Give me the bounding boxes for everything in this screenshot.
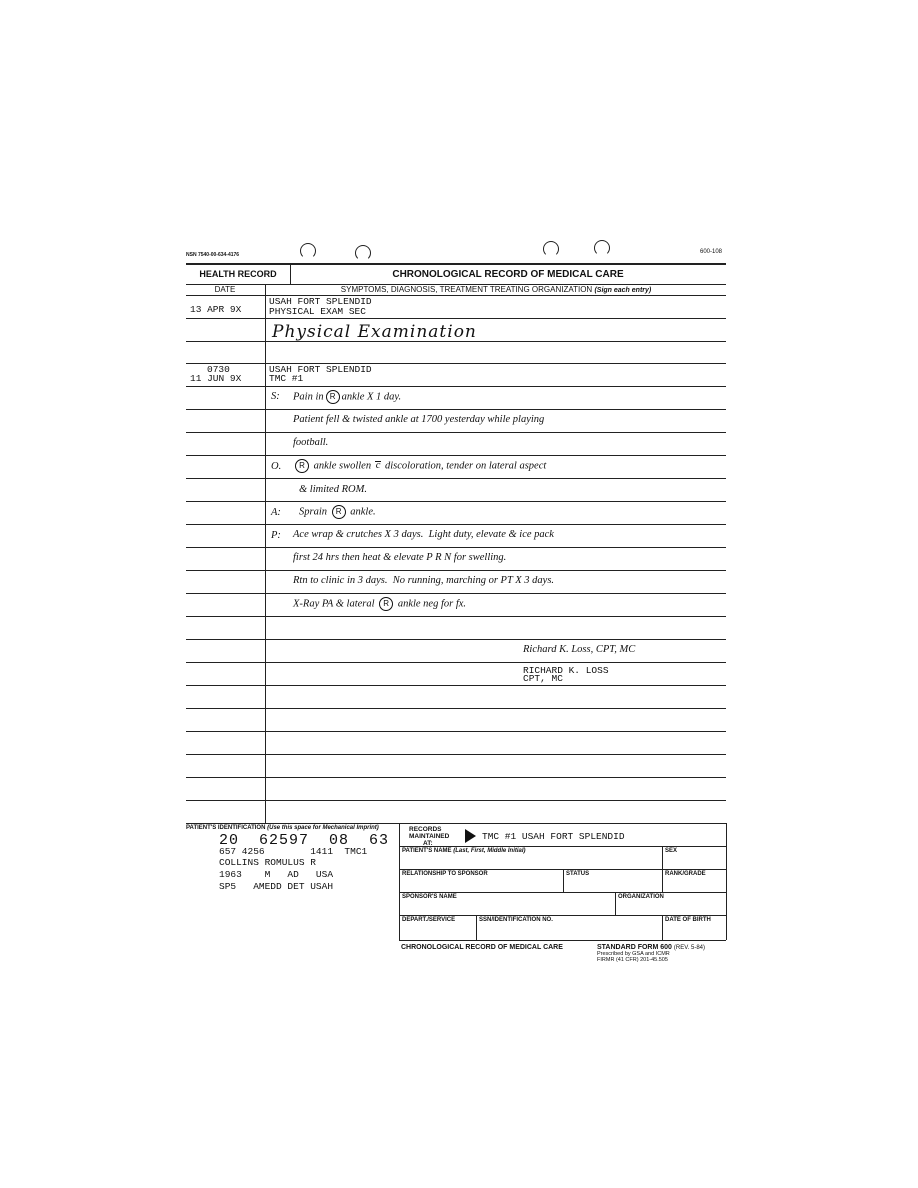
row-rule bbox=[186, 754, 726, 755]
footer-rule bbox=[399, 846, 726, 847]
date-column-divider bbox=[265, 284, 266, 824]
standard-form-block bbox=[597, 944, 705, 963]
footer-form-title: CHRONOLOGICAL RECORD OF MEDICAL CARE bbox=[401, 944, 563, 951]
circled-right-icon: R bbox=[326, 390, 340, 404]
row-rule bbox=[186, 386, 726, 387]
footer-divider bbox=[662, 869, 663, 892]
imprint-line3: COLLINS ROMULUS R bbox=[219, 857, 316, 868]
symptoms-column-text: SYMPTOMS, DIAGNOSIS, TREATMENT TREATING ORGANIZATION bbox=[340, 285, 593, 294]
footer-divider bbox=[615, 892, 616, 915]
plan-line3: Rtn to clinic in 3 days. No running, marching or PT X 3 days. bbox=[293, 575, 555, 586]
assessment-line1-end: ankle. bbox=[350, 506, 376, 518]
relationship-label: RELATIONSHIP TO SPONSOR bbox=[402, 871, 488, 877]
subjective-line1-start: Pain in bbox=[293, 391, 324, 403]
row-rule bbox=[186, 639, 726, 640]
row-rule bbox=[186, 570, 726, 571]
status-label: STATUS bbox=[566, 871, 590, 877]
patient-name-note: (Last, First, Middle Initial) bbox=[453, 848, 526, 854]
table-bottom-rule bbox=[186, 823, 726, 824]
entry1-org-line2: PHYSICAL EXAM SEC bbox=[269, 306, 366, 317]
standard-form-number: STANDARD FORM 600 bbox=[597, 944, 672, 951]
patient-name-label bbox=[402, 848, 526, 854]
circled-right-icon: R bbox=[379, 597, 393, 611]
subjective-line2: Patient fell & twisted ankle at 1700 yesterday while playing bbox=[293, 414, 545, 425]
row-rule bbox=[186, 685, 726, 686]
assessment-line1-start: Sprain bbox=[299, 506, 328, 518]
row-rule bbox=[186, 409, 726, 410]
objective-line1-start: ankle swollen bbox=[313, 460, 372, 472]
row-rule bbox=[186, 662, 726, 663]
records-label-3: AT: bbox=[423, 840, 433, 847]
subjective-label: S: bbox=[271, 391, 280, 402]
row-rule bbox=[186, 616, 726, 617]
subjective-line1-end: ankle X 1 day. bbox=[341, 391, 402, 403]
circled-right-icon: R bbox=[332, 505, 346, 519]
patient-identification-label bbox=[186, 825, 379, 831]
row-rule bbox=[186, 318, 726, 319]
organization-label: ORGANIZATION bbox=[618, 894, 664, 900]
records-label-1: RECORDS bbox=[409, 826, 442, 833]
row-rule bbox=[186, 432, 726, 433]
imprint-line1: 20 62597 08 63 bbox=[219, 832, 390, 849]
row-rule bbox=[186, 800, 726, 801]
punch-hole-4 bbox=[594, 240, 610, 256]
footer-divider bbox=[662, 846, 663, 869]
sex-label: SEX bbox=[665, 848, 678, 854]
imprint-line4: 1963 M AD USA bbox=[219, 869, 334, 880]
footer-rule bbox=[399, 892, 726, 893]
date-column-header: DATE bbox=[214, 285, 236, 294]
patient-id-note: (Use this space for Mechanical Imprint) bbox=[267, 825, 379, 831]
sponsor-name-label: SPONSOR'S NAME bbox=[402, 894, 457, 900]
imprint-line5: SP5 AMEDD DET USAH bbox=[219, 881, 334, 892]
subjective-line1 bbox=[293, 390, 401, 404]
row-rule bbox=[186, 547, 726, 548]
records-label-2: MAINTAINED bbox=[409, 833, 450, 840]
row-rule bbox=[186, 524, 726, 525]
symptoms-column-header bbox=[266, 285, 726, 294]
row-rule bbox=[186, 708, 726, 709]
plan-line4-end: ankle neg for fx. bbox=[397, 598, 467, 610]
arrow-right-icon bbox=[465, 829, 476, 843]
footer-divider bbox=[476, 915, 477, 940]
physician-signature: Richard K. Loss, CPT, MC bbox=[523, 644, 636, 655]
health-record-label: HEALTH RECORD bbox=[199, 269, 277, 279]
rank-grade-label: RANK/GRADE bbox=[665, 871, 706, 877]
plan-line2: first 24 hrs then heat & elevate P R N for swelling. bbox=[293, 552, 507, 563]
circled-right-icon: R bbox=[295, 459, 309, 473]
plan-line4-start: X-Ray PA & lateral bbox=[293, 598, 375, 610]
depart-service-label: DEPART./SERVICE bbox=[402, 917, 456, 923]
form-code: 600-108 bbox=[700, 249, 723, 255]
row-rule bbox=[186, 777, 726, 778]
row-rule bbox=[186, 363, 726, 364]
footer-rule bbox=[399, 915, 726, 916]
prescribed-by: Prescribed by GSA and ICMR bbox=[597, 951, 670, 957]
records-maintained-value: TMC #1 USAH FORT SPLENDID bbox=[482, 831, 625, 842]
row-rule bbox=[186, 731, 726, 732]
assessment-label: A: bbox=[271, 507, 281, 518]
entry2-date: 11 JUN 9X bbox=[190, 373, 242, 384]
footer-divider bbox=[563, 869, 564, 892]
entry1-org-line1: USAH FORT SPLENDID bbox=[269, 296, 372, 307]
entry1-date: 13 APR 9X bbox=[190, 304, 242, 315]
plan-line1: Ace wrap & crutches X 3 days. Light duty, elevate & ice pack bbox=[293, 529, 554, 540]
objective-label: O. bbox=[271, 461, 282, 472]
records-maintained-label bbox=[409, 826, 449, 847]
footer-box-left bbox=[399, 823, 400, 940]
patient-name-label-text: PATIENT'S NAME bbox=[402, 848, 452, 854]
plan-label: P: bbox=[271, 530, 281, 541]
entry1-handwritten-note: Physical Examination bbox=[272, 322, 477, 342]
signature-stamp-name: RICHARD K. LOSS bbox=[523, 665, 609, 676]
row-rule bbox=[186, 593, 726, 594]
firmr-reference: FIRMR (41 CFR) 201-45.505 bbox=[597, 957, 668, 963]
assessment-line1 bbox=[299, 505, 376, 519]
entry2-time: 0730 bbox=[207, 364, 230, 375]
footer-box-bottom bbox=[399, 940, 726, 941]
subjective-line3: football. bbox=[293, 437, 329, 448]
imprint-line2: 657 4256 1411 TMC1 bbox=[219, 846, 368, 857]
signature-stamp-rank: CPT, MC bbox=[523, 673, 563, 684]
c-bar-symbol: c bbox=[375, 460, 381, 472]
nsn-number: NSN 7540-00-634-4176 bbox=[186, 252, 240, 258]
form-title: CHRONOLOGICAL RECORD OF MEDICAL CARE bbox=[392, 268, 624, 280]
objective-line1-end: discoloration, tender on lateral aspect bbox=[385, 460, 547, 472]
row-rule bbox=[186, 478, 726, 479]
patient-id-label-text: PATIENT'S IDENTIFICATION bbox=[186, 825, 266, 831]
entry2-org-line1: USAH FORT SPLENDID bbox=[269, 364, 372, 375]
ssn-label: SSN/IDENTIFICATION NO. bbox=[479, 917, 553, 923]
objective-line2: & limited ROM. bbox=[299, 484, 367, 495]
punch-hole-3 bbox=[543, 241, 559, 257]
plan-line4 bbox=[293, 597, 466, 611]
date-of-birth-label: DATE OF BIRTH bbox=[665, 917, 711, 923]
entry2-org-line2: TMC #1 bbox=[269, 373, 304, 384]
row-rule bbox=[186, 455, 726, 456]
objective-line1 bbox=[293, 459, 546, 473]
punch-hole-1 bbox=[300, 243, 316, 259]
punch-hole-2 bbox=[355, 245, 371, 261]
footer-box-right bbox=[726, 823, 727, 940]
row-rule bbox=[186, 295, 726, 296]
form-revision: (REV. 5-84) bbox=[673, 945, 706, 951]
sign-each-entry-note: (Sign each entry) bbox=[594, 287, 652, 294]
row-rule bbox=[186, 501, 726, 502]
footer-divider bbox=[662, 915, 663, 940]
